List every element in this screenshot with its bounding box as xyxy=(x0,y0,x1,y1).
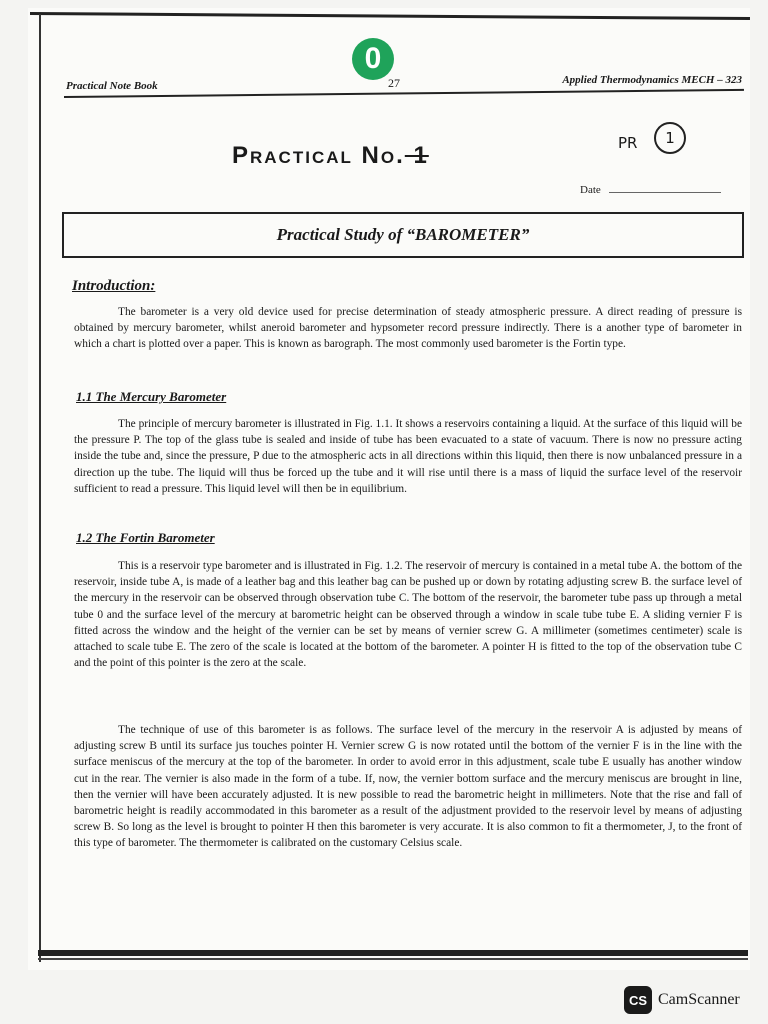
camscanner-icon-text: CS xyxy=(628,992,648,1008)
date-label: Date xyxy=(580,184,601,196)
date-field xyxy=(580,184,721,196)
header-page-number: 27 xyxy=(388,76,400,90)
logo-letter: 0 xyxy=(364,42,382,75)
camscanner-label: CamScanner xyxy=(658,991,740,1008)
practical-title-prefix: Practical No. xyxy=(232,142,405,169)
bottom-border-line-thin xyxy=(38,958,748,960)
header-notebook-title: Practical Note Book xyxy=(66,80,158,92)
section-1-1-heading: 1.1 The Mercury Barometer xyxy=(76,389,227,404)
camscanner-icon xyxy=(624,986,652,1014)
header-course-title: Applied Thermodynamics MECH – 323 xyxy=(562,74,742,86)
section-1-2-paragraph-2: The technique of use of this barometer is as follows. The surface level of the mercury in the reservoir A is adjusted by means of adjusting screw B until its surface jus touches pointer H. Vernier screw G is now rotated until the bottom of the vernier F is in the line with the surface meniscus of the mercury at the top of the barometer. In order to avoid error in this adjustment, scale tube E usually has another window cut in the rear. The vernier is also made in the form of a tube. If, now, the vernier bottom surface and the mercury meniscus are brought in line, then the vernier will have been accurately adjusted. It is new possible to read the barometric height in millimeters. Note that the rise and fall of barometric height is readily accommodated in this barometer as a result of the adjustment provided to the reservoir level by means of adjusting screw B. So long as the level is brought to pointer H then this barometer is very accurate. It is also common to fit a thermometer, J, to the front of this type of barometer. The thermometer is calibrated on the customary Celsius scale. xyxy=(74,724,742,850)
section-1-2-heading: 1.2 The Fortin Barometer xyxy=(76,530,215,545)
introduction-paragraph: The barometer is a very old device used for precise determination of steady atmospheric pressure. A direct reading of pressure is obtained by mercury barometer, whilst aneroid barometer and hypsometer record pressure indirectly. There is a another type of barometer in which a chart is plotted over a paper. This is known as barograph. The most commonly used barometer is the Fortin type. xyxy=(74,306,742,351)
date-blank-line xyxy=(609,192,721,193)
section-1-2-paragraph-1: This is a reservoir type barometer and is illustrated in Fig. 1.2. The reservoir of mercury is contained in a metal tube A. the bottom of the reservoir, inside tube A, is made of a leather bag and this leather bag can be pushed up or down by rotating adjusting screw B. the surface level of the mercury in the reservoir can be observed through observation tube C. The bottom of the reservoir, the barometer tube pass up through a metal tube 0 and the surface level of the mercury at barometric height can be observed through a window in scale tube tube E. A sliding vernier F is fitted across the window and the height of the vernier can be set by means of vernier screw G. A millimeter (sometimes centimeter) scale is attached to scale tube E. The zero of the scale is located at the bottom of the barometer. A pointer H is fitted to the top of the observation tube C and the point of this pointer is the zero at the scale. xyxy=(74,560,742,670)
circle-logo-icon xyxy=(352,38,394,80)
handwritten-pr: PR xyxy=(618,134,638,152)
bottom-border-line xyxy=(38,950,748,956)
introduction-heading: Introduction: xyxy=(72,278,156,294)
practical-title xyxy=(232,142,429,170)
practical-title-number: 1 xyxy=(404,142,429,169)
left-margin-line xyxy=(39,14,41,962)
camscanner-watermark xyxy=(624,986,740,1014)
main-title: Practical Study of “BAROMETER” xyxy=(276,225,530,244)
circled-number-text: 1 xyxy=(665,129,675,147)
section-1-1-paragraph: The principle of mercury barometer is illustrated in Fig. 1.1. It shows a reservoirs containing a liquid. At the surface of this liquid will be the pressure P. The top of the glass tube is sealed and inside of tube has been evacuated to a state of vacuum. There is now no pressure acting inside the tube and, since the pressure, P due to the atmospheric acts in all directions within this liquid, then there is now unbalanced pressure in a direction up the tube. The liquid will thus be forced up the tube and it will rise until there is a mass of liquid the surface level of the reservoir sufficient to read a pressure. This liquid level will then be in equilibrium. xyxy=(74,418,742,495)
handwritten-circled-number xyxy=(654,122,686,154)
title-box xyxy=(62,212,744,258)
